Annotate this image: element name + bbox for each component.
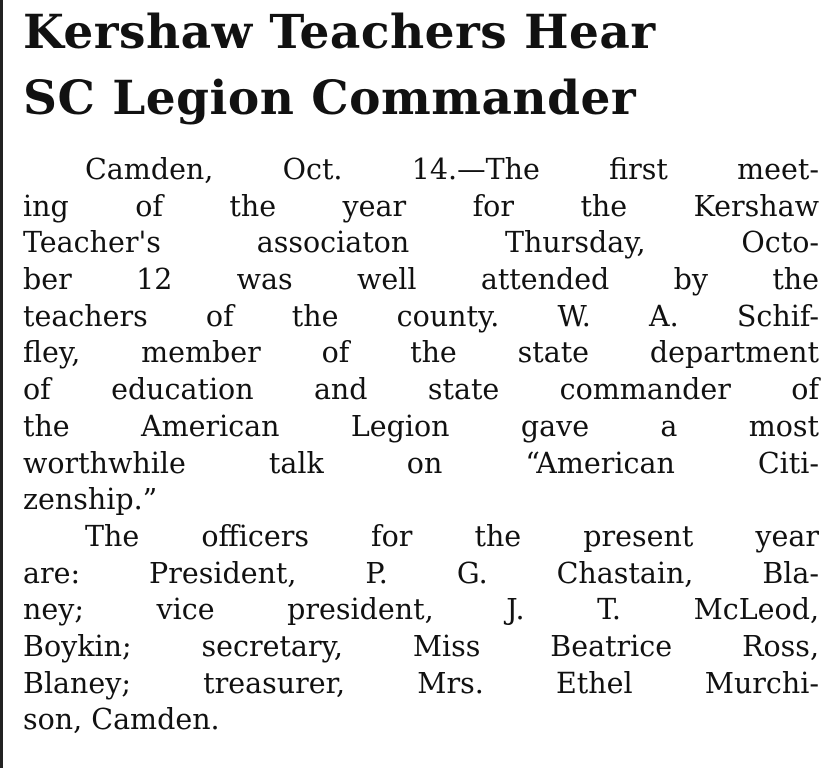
paragraph-2	[23, 519, 819, 739]
article-line: ing of the year for the Kershaw	[23, 189, 819, 223]
headline-line-1: Kershaw Teachers Hear	[23, 5, 656, 60]
article-line: are: President, P. G. Chastain, Bla-	[23, 556, 819, 590]
article-line: ney; vice president, J. T. McLeod,	[23, 593, 819, 627]
article-line: fley, member of the state department	[23, 336, 819, 370]
article-line: Camden, Oct. 14.—The first meet-	[85, 153, 819, 186]
article-body	[23, 152, 819, 739]
article-line: The officers for the present year	[85, 519, 819, 553]
headline-line-2: SC Legion Commander	[23, 71, 637, 126]
paragraph-1	[23, 152, 819, 519]
article-line: Blaney; treasurer, Mrs. Ethel Murchi-	[23, 666, 819, 700]
article-line: ber 12 was well attended by the	[23, 263, 819, 297]
article-line: worthwhile talk on “American Citi-	[23, 446, 819, 480]
article-line: Boykin; secretary, Miss Beatrice Ross,	[23, 629, 819, 663]
article-line: zenship.”	[23, 483, 158, 517]
article-line: the American Legion gave a most	[23, 409, 819, 443]
article-line: teachers of the county. W. A. Schif-	[23, 299, 819, 333]
article-line: son, Camden.	[23, 703, 220, 737]
article-line: Teacher's associaton Thursday, Octo-	[23, 226, 819, 260]
headline	[23, 0, 823, 132]
article-line: of education and state commander of	[23, 373, 819, 407]
